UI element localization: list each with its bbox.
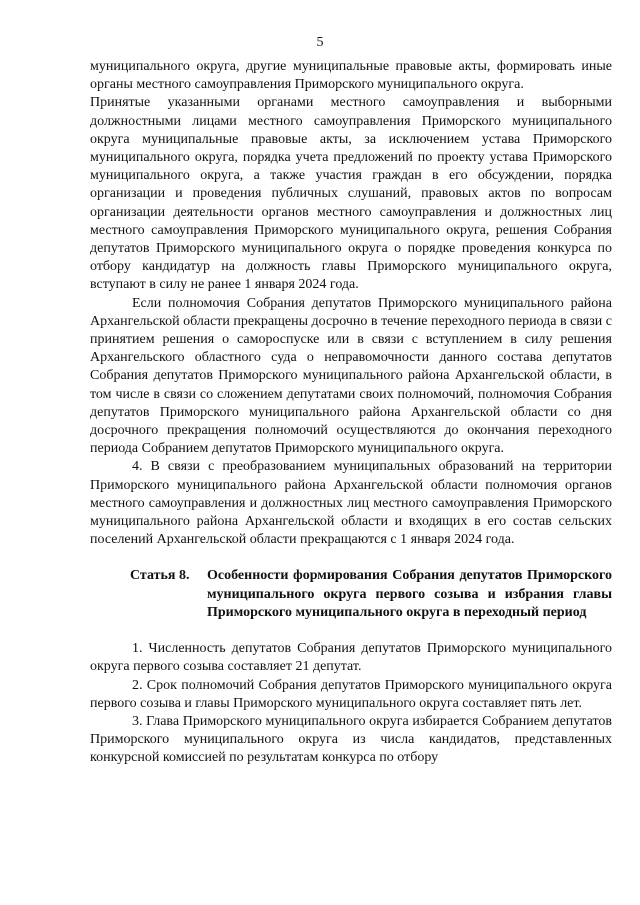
article-heading [90, 567, 612, 622]
document-body [90, 58, 612, 768]
article-title: Особенности формирования Собрания депутатов Приморского муниципального округа первого созыва и избрания главы Приморского муниципального округа в переходный период [207, 568, 612, 620]
paragraph-item-2: 2. Срок полномочий Собрания депутатов Приморского муниципального округа первого созыва и главы Приморского муниципального округа составляет пять лет. [90, 677, 612, 711]
paragraph-legal-acts: Принятые указанными органами местного самоуправления и выборными должностными лицами местного самоуправления Приморского муниципального округа муниципальные правовые акты, за исключением устава Приморского муниципального округа, порядка учета предложений по проекту устава Приморского муниципального округа, а также участия граждан в его обсуждении, порядка организации и проведения публичных слушаний, правовых актов по вопросам организации деятельности органов местного самоуправления и должностных лиц местного самоуправления Приморского муниципального округа, решения Собрания депутатов Приморского муниципального округа о порядке проведения конкурса по отбору кандидатур на должность главы Приморского муниципального округа, вступают в силу не ранее 1 января 2024 года. [90, 95, 612, 293]
paragraph-item-1: 1. Численность депутатов Собрания депутатов Приморского муниципального округа первого созыва составляет 21 депутат. [90, 641, 612, 675]
page-number: 5 [316, 35, 324, 50]
article-number: Статья 8. [130, 568, 190, 584]
paragraph-early-termination: Если полномочия Собрания депутатов Приморского муниципального района Архангельской области прекращены досрочно в течение переходного периода в связи с принятием решения о самороспуске или в связи с вступлением в силу решения Архангельского областного суда о неправомочности данного состава депутатов Собрания депутатов Приморского муниципального района Архангельской области, в том числе в связи со сложением депутатами своих полномочий, полномочия Собрания депутатов Приморского муниципального района Архангельской области со дня досрочного прекращения полномочий осуществляются до окончания переходного периода Собранием депутатов Приморского муниципального округа. [90, 295, 612, 457]
paragraph-item-4: 4. В связи с преобразованием муниципальных образований на территории Приморского муниципального района Архангельской области полномочия органов местного самоуправления и должностных лиц местного самоуправления Приморского муниципального района Архангельской области и входящих в его состав сельских поселений Архангельской области прекращаются с 1 января 2024 года. [90, 459, 612, 548]
paragraph-continuation: муниципального округа, другие муниципальные правовые акты, формировать иные органы местного самоуправления Приморского муниципального округа. [90, 59, 612, 93]
paragraph-item-3: 3. Глава Приморского муниципального округа избирается Собранием депутатов Приморского муниципального округа из числа кандидатов, представленных конкурсной комиссией по результатам конкурса по отбору [90, 713, 612, 766]
